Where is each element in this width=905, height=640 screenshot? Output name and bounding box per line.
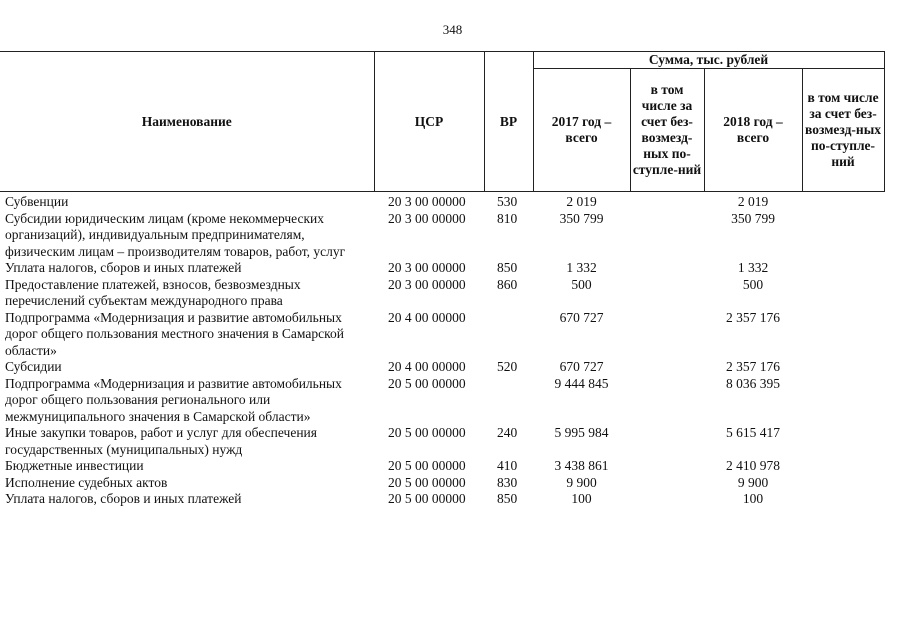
row-2017-total: 9 444 845 bbox=[554, 375, 609, 391]
table-row bbox=[0, 359, 884, 376]
row-csr: 20 5 00 00000 bbox=[388, 425, 466, 440]
row-2018-total: 2 357 176 bbox=[726, 309, 780, 325]
row-2017-free bbox=[630, 310, 704, 360]
table-header bbox=[0, 52, 884, 192]
row-csr: 20 5 00 00000 bbox=[388, 458, 466, 473]
row-2018-free bbox=[802, 192, 884, 211]
row-2018-free bbox=[802, 277, 884, 310]
table-body bbox=[0, 192, 884, 508]
row-2017-total: 500 bbox=[571, 276, 592, 292]
row-name: Уплата налогов, сборов и иных платежей bbox=[5, 491, 242, 506]
row-2018-free bbox=[802, 211, 884, 261]
row-vr: 530 bbox=[497, 194, 518, 209]
header-vr: ВР bbox=[484, 52, 533, 192]
row-2017-free bbox=[630, 359, 704, 376]
row-name: Уплата налогов, сборов и иных платежей bbox=[5, 260, 242, 275]
row-2018-free bbox=[802, 376, 884, 426]
row-2018-total: 2 019 bbox=[737, 194, 769, 209]
header-csr: ЦСР bbox=[374, 52, 484, 192]
row-csr: 20 4 00 00000 bbox=[388, 359, 466, 374]
row-csr: 20 3 00 00000 bbox=[388, 276, 466, 292]
row-csr: 20 5 00 00000 bbox=[388, 491, 466, 506]
row-2017-total: 350 799 bbox=[559, 210, 604, 226]
row-2017-free bbox=[630, 425, 704, 458]
row-csr: 20 4 00 00000 bbox=[388, 309, 466, 325]
row-2017-free bbox=[630, 376, 704, 426]
row-2018-total: 9 900 bbox=[737, 474, 769, 490]
row-csr: 20 5 00 00000 bbox=[388, 474, 466, 490]
table-row bbox=[0, 491, 884, 508]
row-2018-total: 2 357 176 bbox=[726, 359, 780, 374]
row-2018-free bbox=[802, 359, 884, 376]
row-2018-free bbox=[802, 458, 884, 475]
row-2018-total: 350 799 bbox=[731, 210, 775, 226]
row-2017-total: 9 900 bbox=[566, 474, 597, 490]
table-row bbox=[0, 376, 884, 426]
row-name: Субсидии юридическим лицам (кроме некоммерческих организаций), индивидуальным предпринимателям, физическим лицам – производителям товаров, работ, услуг bbox=[5, 210, 346, 259]
header-2017-free: в том числе за счет без-возмезд-ных по-ступле-ний bbox=[630, 69, 704, 192]
row-name: Субвенции bbox=[5, 194, 69, 209]
row-name: Бюджетные инвестиции bbox=[5, 458, 144, 473]
budget-table bbox=[0, 51, 885, 508]
row-2018-total: 8 036 395 bbox=[726, 375, 780, 391]
table-row bbox=[0, 260, 884, 277]
row-2017-total: 5 995 984 bbox=[554, 425, 609, 440]
row-2018-total: 500 bbox=[742, 276, 764, 292]
row-vr: 240 bbox=[497, 425, 518, 440]
table-row bbox=[0, 425, 884, 458]
row-vr: 810 bbox=[497, 210, 518, 226]
header-2018-total: 2018 год – всего bbox=[704, 69, 802, 192]
row-csr: 20 5 00 00000 bbox=[388, 375, 466, 391]
row-2018-total: 5 615 417 bbox=[726, 425, 780, 440]
row-2017-total: 3 438 861 bbox=[554, 458, 609, 473]
table-row bbox=[0, 192, 884, 211]
header-sum-group: Сумма, тыс. рублей bbox=[533, 52, 884, 69]
row-2017-total: 2 019 bbox=[566, 194, 597, 209]
page-number: 348 bbox=[442, 22, 463, 37]
row-2018-free bbox=[802, 260, 884, 277]
row-2017-free bbox=[630, 491, 704, 508]
header-2018-free: в том числе за счет без-возмезд-ных по-ступле-ний bbox=[802, 69, 884, 192]
row-name: Иные закупки товаров, работ и услуг для обеспечения государственных (муниципальных) нужд bbox=[5, 425, 317, 457]
row-csr: 20 3 00 00000 bbox=[388, 194, 466, 209]
row-2017-free bbox=[630, 192, 704, 211]
row-2017-free bbox=[630, 211, 704, 261]
header-2017-total: 2017 год – всего bbox=[533, 69, 630, 192]
table-row bbox=[0, 310, 884, 360]
row-csr: 20 3 00 00000 bbox=[388, 210, 466, 226]
row-2018-free bbox=[802, 310, 884, 360]
row-2018-free bbox=[802, 425, 884, 458]
row-vr: 850 bbox=[497, 491, 518, 506]
table-row bbox=[0, 277, 884, 310]
row-2018-free bbox=[802, 475, 884, 492]
row-2017-total: 670 727 bbox=[559, 359, 604, 374]
row-vr bbox=[484, 310, 533, 360]
row-name: Предоставление платежей, взносов, безвозмездных перечислений субъектам международного права bbox=[5, 276, 301, 308]
row-name: Субсидии bbox=[5, 359, 62, 374]
row-2017-total: 670 727 bbox=[559, 309, 604, 325]
row-csr: 20 3 00 00000 bbox=[388, 260, 466, 275]
row-2018-total: 100 bbox=[742, 491, 764, 506]
row-vr: 520 bbox=[497, 359, 518, 374]
table-row bbox=[0, 475, 884, 492]
row-name: Подпрограмма «Модернизация и развитие автомобильных дорог общего пользования регионального или межмуниципального значения в Самарской области» bbox=[5, 375, 342, 424]
row-2018-total: 2 410 978 bbox=[726, 458, 780, 473]
row-2017-total: 100 bbox=[571, 491, 592, 506]
row-vr: 830 bbox=[497, 474, 518, 490]
row-vr: 850 bbox=[497, 260, 518, 275]
row-2018-free bbox=[802, 491, 884, 508]
row-2017-free bbox=[630, 458, 704, 475]
row-vr: 410 bbox=[497, 458, 518, 473]
row-2017-free bbox=[630, 260, 704, 277]
row-name: Исполнение судебных актов bbox=[5, 474, 168, 490]
row-name: Подпрограмма «Модернизация и развитие автомобильных дорог общего пользования местного значения в Самарской области» bbox=[5, 309, 344, 358]
row-2017-total: 1 332 bbox=[566, 260, 597, 275]
table-row bbox=[0, 211, 884, 261]
row-2017-free bbox=[630, 277, 704, 310]
table-row bbox=[0, 458, 884, 475]
row-vr bbox=[484, 376, 533, 426]
header-name: Наименование bbox=[0, 52, 374, 192]
row-2018-total: 1 332 bbox=[737, 260, 769, 275]
row-vr: 860 bbox=[497, 276, 518, 292]
row-2017-free bbox=[630, 475, 704, 492]
